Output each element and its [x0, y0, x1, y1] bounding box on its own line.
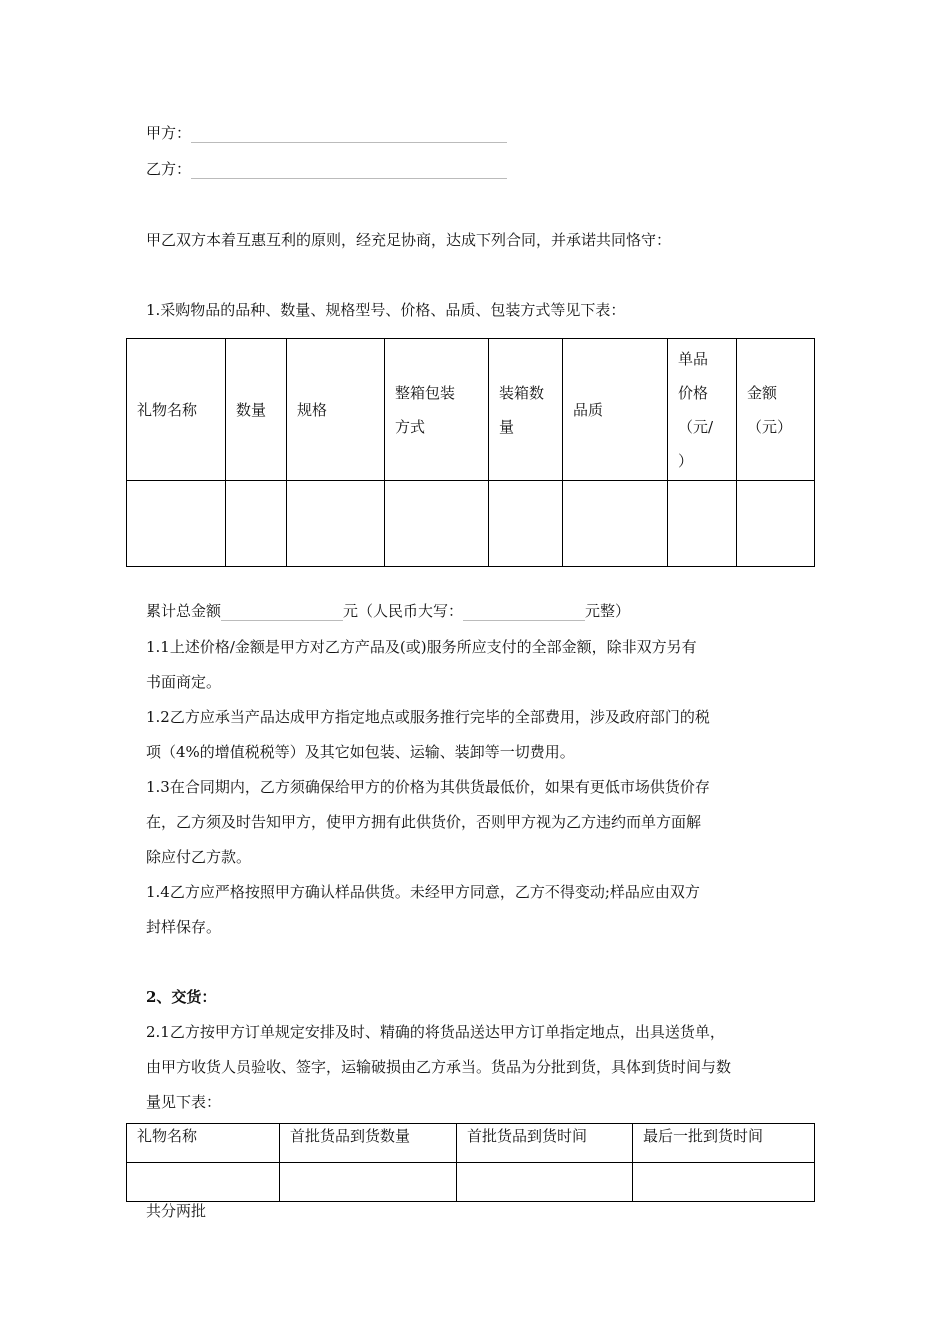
- th-first-qty: 首批货品到货数量: [280, 1124, 457, 1163]
- total-amount-input[interactable]: [221, 602, 343, 621]
- total-capital-input[interactable]: [463, 602, 585, 621]
- th-pack: 整箱包装 方式: [385, 339, 489, 481]
- cell[interactable]: [385, 481, 489, 567]
- total-yuan-label: 元（人民币大写：: [343, 602, 464, 620]
- clause-1-3-c: 除应付乙方款。: [146, 848, 252, 866]
- purchase-table-header-row: [127, 339, 815, 481]
- cell[interactable]: [280, 1163, 457, 1202]
- batch-note: 共分两批: [146, 1202, 207, 1220]
- cell[interactable]: [457, 1163, 633, 1202]
- delivery-table-row: [127, 1163, 815, 1202]
- clause-1-3-b: 在，乙方须及时告知甲方，使甲方拥有此供货价，否则甲方视为乙方违约而单方面解: [146, 813, 702, 831]
- cell[interactable]: [668, 481, 737, 567]
- party-a-input[interactable]: [191, 124, 507, 143]
- cell[interactable]: [633, 1163, 815, 1202]
- clause-1-2-b: 项（4%的增值税税等）及其它如包装、运输、装卸等一切费用。: [146, 743, 575, 761]
- cell[interactable]: [226, 481, 287, 567]
- party-b-row: [146, 158, 507, 179]
- th-first-time: 首批货品到货时间: [457, 1124, 633, 1163]
- clause-1-1-a: 1.1上述价格/金额是甲方对乙方产品及(或)服务所应支付的全部金额，除非双方另有: [146, 638, 697, 656]
- th-gift-name: 礼物名称: [127, 1124, 280, 1163]
- section1-title: 1.采购物品的品种、数量、规格型号、价格、品质、包装方式等见下表：: [146, 301, 626, 319]
- th-price: 单品 价格 （元/ ）: [668, 339, 737, 481]
- cell[interactable]: [489, 481, 563, 567]
- delivery-table: [126, 1123, 815, 1202]
- clause-1-1-b: 书面商定。: [146, 673, 222, 691]
- party-a-row: [146, 122, 507, 143]
- th-name: 礼物名称: [127, 339, 226, 481]
- party-a-label: 甲方：: [146, 124, 192, 142]
- party-b-input[interactable]: [191, 160, 507, 179]
- clause-1-2-a: 1.2乙方应承当产品达成甲方指定地点或服务推行完毕的全部费用，涉及政府部门的税: [146, 708, 710, 726]
- party-b-label: 乙方：: [146, 160, 192, 178]
- clause-1-4-a: 1.4乙方应严格按照甲方确认样品供货。未经甲方同意，乙方不得变动;样品应由双方: [146, 883, 700, 901]
- th-spec: 规格: [287, 339, 385, 481]
- cell[interactable]: [127, 481, 226, 567]
- th-box: 装箱数 量: [489, 339, 563, 481]
- clause-1-3-a: 1.3在合同期内，乙方须确保给甲方的价格为其供货最低价，如果有更低市场供货价存: [146, 778, 710, 796]
- cell[interactable]: [563, 481, 668, 567]
- th-last-time: 最后一批到货时间: [633, 1124, 815, 1163]
- total-end-label: 元整）: [585, 602, 631, 620]
- total-amount-row: [146, 600, 630, 621]
- clause-2-1-c: 量见下表：: [146, 1093, 222, 1111]
- th-qty: 数量: [226, 339, 287, 481]
- th-quality: 品质: [563, 339, 668, 481]
- delivery-table-header-row: [127, 1124, 815, 1163]
- cell[interactable]: [737, 481, 815, 567]
- cell[interactable]: [287, 481, 385, 567]
- clause-1-4-b: 封样保存。: [146, 918, 222, 936]
- purchase-table-row: [127, 481, 815, 567]
- th-amount: 金额 （元）: [737, 339, 815, 481]
- total-label: 累计总金额: [146, 602, 222, 620]
- clause-2-1-a: 2.1乙方按甲方订单规定安排及时、精确的将货品送达甲方订单指定地点，出具送货单，: [146, 1023, 725, 1041]
- cell[interactable]: [127, 1163, 280, 1202]
- purchase-table: [126, 338, 815, 567]
- clause-2-1-b: 由甲方收货人员验收、签字，运输破损由乙方承当。货品为分批到货，具体到货时间与数: [146, 1058, 732, 1076]
- intro-text: 甲乙双方本着互惠互利的原则，经充足协商，达成下列合同，并承诺共同恪守：: [146, 231, 672, 249]
- section2-title: 2、交货：: [146, 988, 217, 1006]
